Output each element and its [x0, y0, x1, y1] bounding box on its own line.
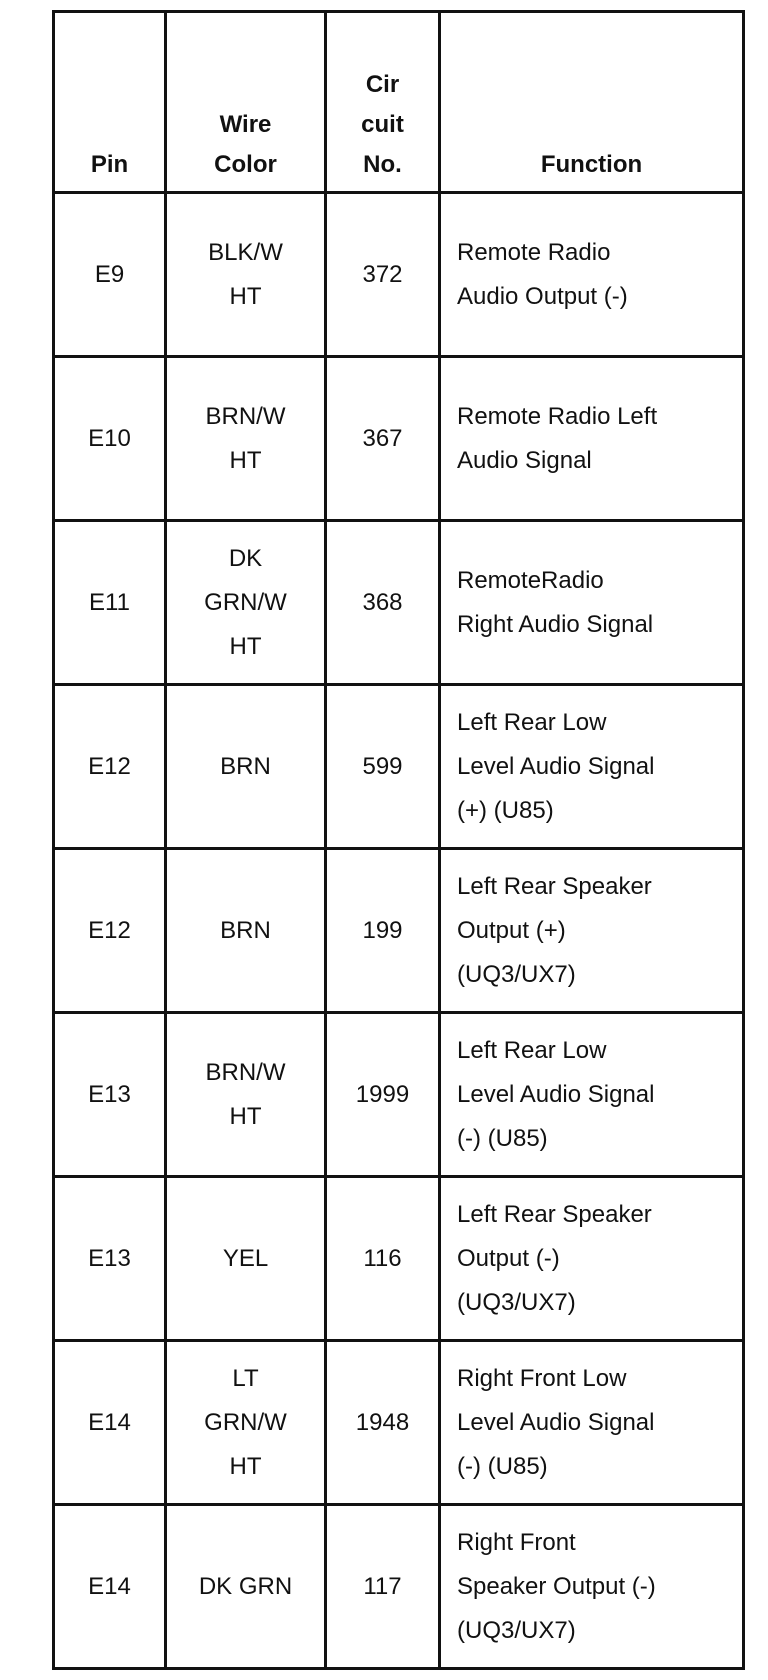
table-row: [54, 357, 744, 521]
circuit-cell: 1948: [326, 1341, 440, 1505]
wire-color-line: HT: [229, 1102, 262, 1130]
wire-color-cell: [166, 1013, 326, 1177]
header-circuit-no: Cir cuit No.: [326, 12, 440, 193]
wire-color-line: HT: [229, 1452, 262, 1480]
function-line: Left Rear Speaker: [457, 872, 652, 900]
function-line: Audio Output (-): [457, 282, 628, 310]
function-cell: [440, 1013, 744, 1177]
function-line: Level Audio Signal: [457, 1408, 655, 1436]
wire-color-line: HT: [229, 282, 262, 310]
wire-color-cell: [166, 357, 326, 521]
pin-cell: E14: [54, 1505, 166, 1669]
wire-color-line: BRN/W: [205, 1058, 286, 1086]
function-line: Audio Signal: [457, 446, 592, 474]
pin-cell: E12: [54, 685, 166, 849]
wire-color-line: HT: [229, 446, 262, 474]
wire-color-line: BLK/W: [208, 238, 283, 266]
wire-color-line: BRN: [220, 752, 271, 780]
function-cell: [440, 357, 744, 521]
wire-color-line: GRN/W: [204, 1408, 287, 1436]
wire-color-line: BRN: [220, 916, 271, 944]
function-cell: [440, 521, 744, 685]
table-row: [54, 685, 744, 849]
wire-color-line: GRN/W: [204, 588, 287, 616]
table-row: [54, 193, 744, 357]
function-cell: [440, 193, 744, 357]
function-line: (UQ3/UX7): [457, 1288, 576, 1316]
function-line: Left Rear Speaker: [457, 1200, 652, 1228]
function-line: Output (+): [457, 916, 566, 944]
pin-cell: E12: [54, 849, 166, 1013]
table-row: [54, 521, 744, 685]
table-row: [54, 1013, 744, 1177]
function-line: Level Audio Signal: [457, 1080, 655, 1108]
circuit-cell: 199: [326, 849, 440, 1013]
function-line: Output (-): [457, 1244, 560, 1272]
wire-color-cell: [166, 1177, 326, 1341]
function-cell: [440, 849, 744, 1013]
function-line: Left Rear Low: [457, 708, 607, 736]
header-function: Function: [440, 12, 744, 193]
wire-color-line: DK: [228, 544, 263, 572]
circuit-cell: 368: [326, 521, 440, 685]
function-line: (-) (U85): [457, 1452, 548, 1480]
wire-color-cell: [166, 521, 326, 685]
circuit-cell: 117: [326, 1505, 440, 1669]
function-line: (UQ3/UX7): [457, 1616, 576, 1644]
wire-color-line: LT: [232, 1364, 259, 1392]
function-line: Level Audio Signal: [457, 752, 655, 780]
pin-cell: E11: [54, 521, 166, 685]
pin-cell: E13: [54, 1177, 166, 1341]
circuit-cell: 116: [326, 1177, 440, 1341]
pinout-table: [52, 10, 745, 1670]
circuit-cell: 1999: [326, 1013, 440, 1177]
wire-color-line: BRN/W: [205, 402, 286, 430]
table-row: [54, 1177, 744, 1341]
wire-color-cell: [166, 685, 326, 849]
function-cell: [440, 1341, 744, 1505]
wire-color-cell: [166, 1505, 326, 1669]
function-cell: [440, 1177, 744, 1341]
table-row: [54, 849, 744, 1013]
wire-color-line: DK GRN: [198, 1572, 293, 1600]
table-body: [54, 193, 744, 1669]
wire-color-cell: [166, 1341, 326, 1505]
function-line: Right Audio Signal: [457, 610, 654, 638]
pin-cell: E14: [54, 1341, 166, 1505]
wire-color-line: HT: [229, 632, 262, 660]
function-cell: [440, 1505, 744, 1669]
function-cell: [440, 685, 744, 849]
function-line: (-) (U85): [457, 1124, 548, 1152]
function-line: RemoteRadio: [457, 566, 604, 594]
header-pin: Pin: [54, 12, 166, 193]
function-line: Speaker Output (-): [457, 1572, 656, 1600]
circuit-cell: 367: [326, 357, 440, 521]
function-line: Right Front: [457, 1528, 576, 1556]
circuit-cell: 599: [326, 685, 440, 849]
header-row: [54, 12, 744, 193]
wire-color-line: YEL: [222, 1244, 269, 1272]
function-line: Left Rear Low: [457, 1036, 607, 1064]
header-wire-color: Wire Color: [166, 12, 326, 193]
function-line: (+) (U85): [457, 796, 554, 824]
function-line: Remote Radio: [457, 238, 611, 266]
function-line: Right Front Low: [457, 1364, 627, 1392]
table-row: [54, 1505, 744, 1669]
pin-cell: E13: [54, 1013, 166, 1177]
function-line: Remote Radio Left: [457, 402, 658, 430]
wire-color-cell: [166, 193, 326, 357]
wire-color-cell: [166, 849, 326, 1013]
circuit-cell: 372: [326, 193, 440, 357]
function-line: (UQ3/UX7): [457, 960, 576, 988]
pin-cell: E10: [54, 357, 166, 521]
table-row: [54, 1341, 744, 1505]
pin-cell: E9: [54, 193, 166, 357]
